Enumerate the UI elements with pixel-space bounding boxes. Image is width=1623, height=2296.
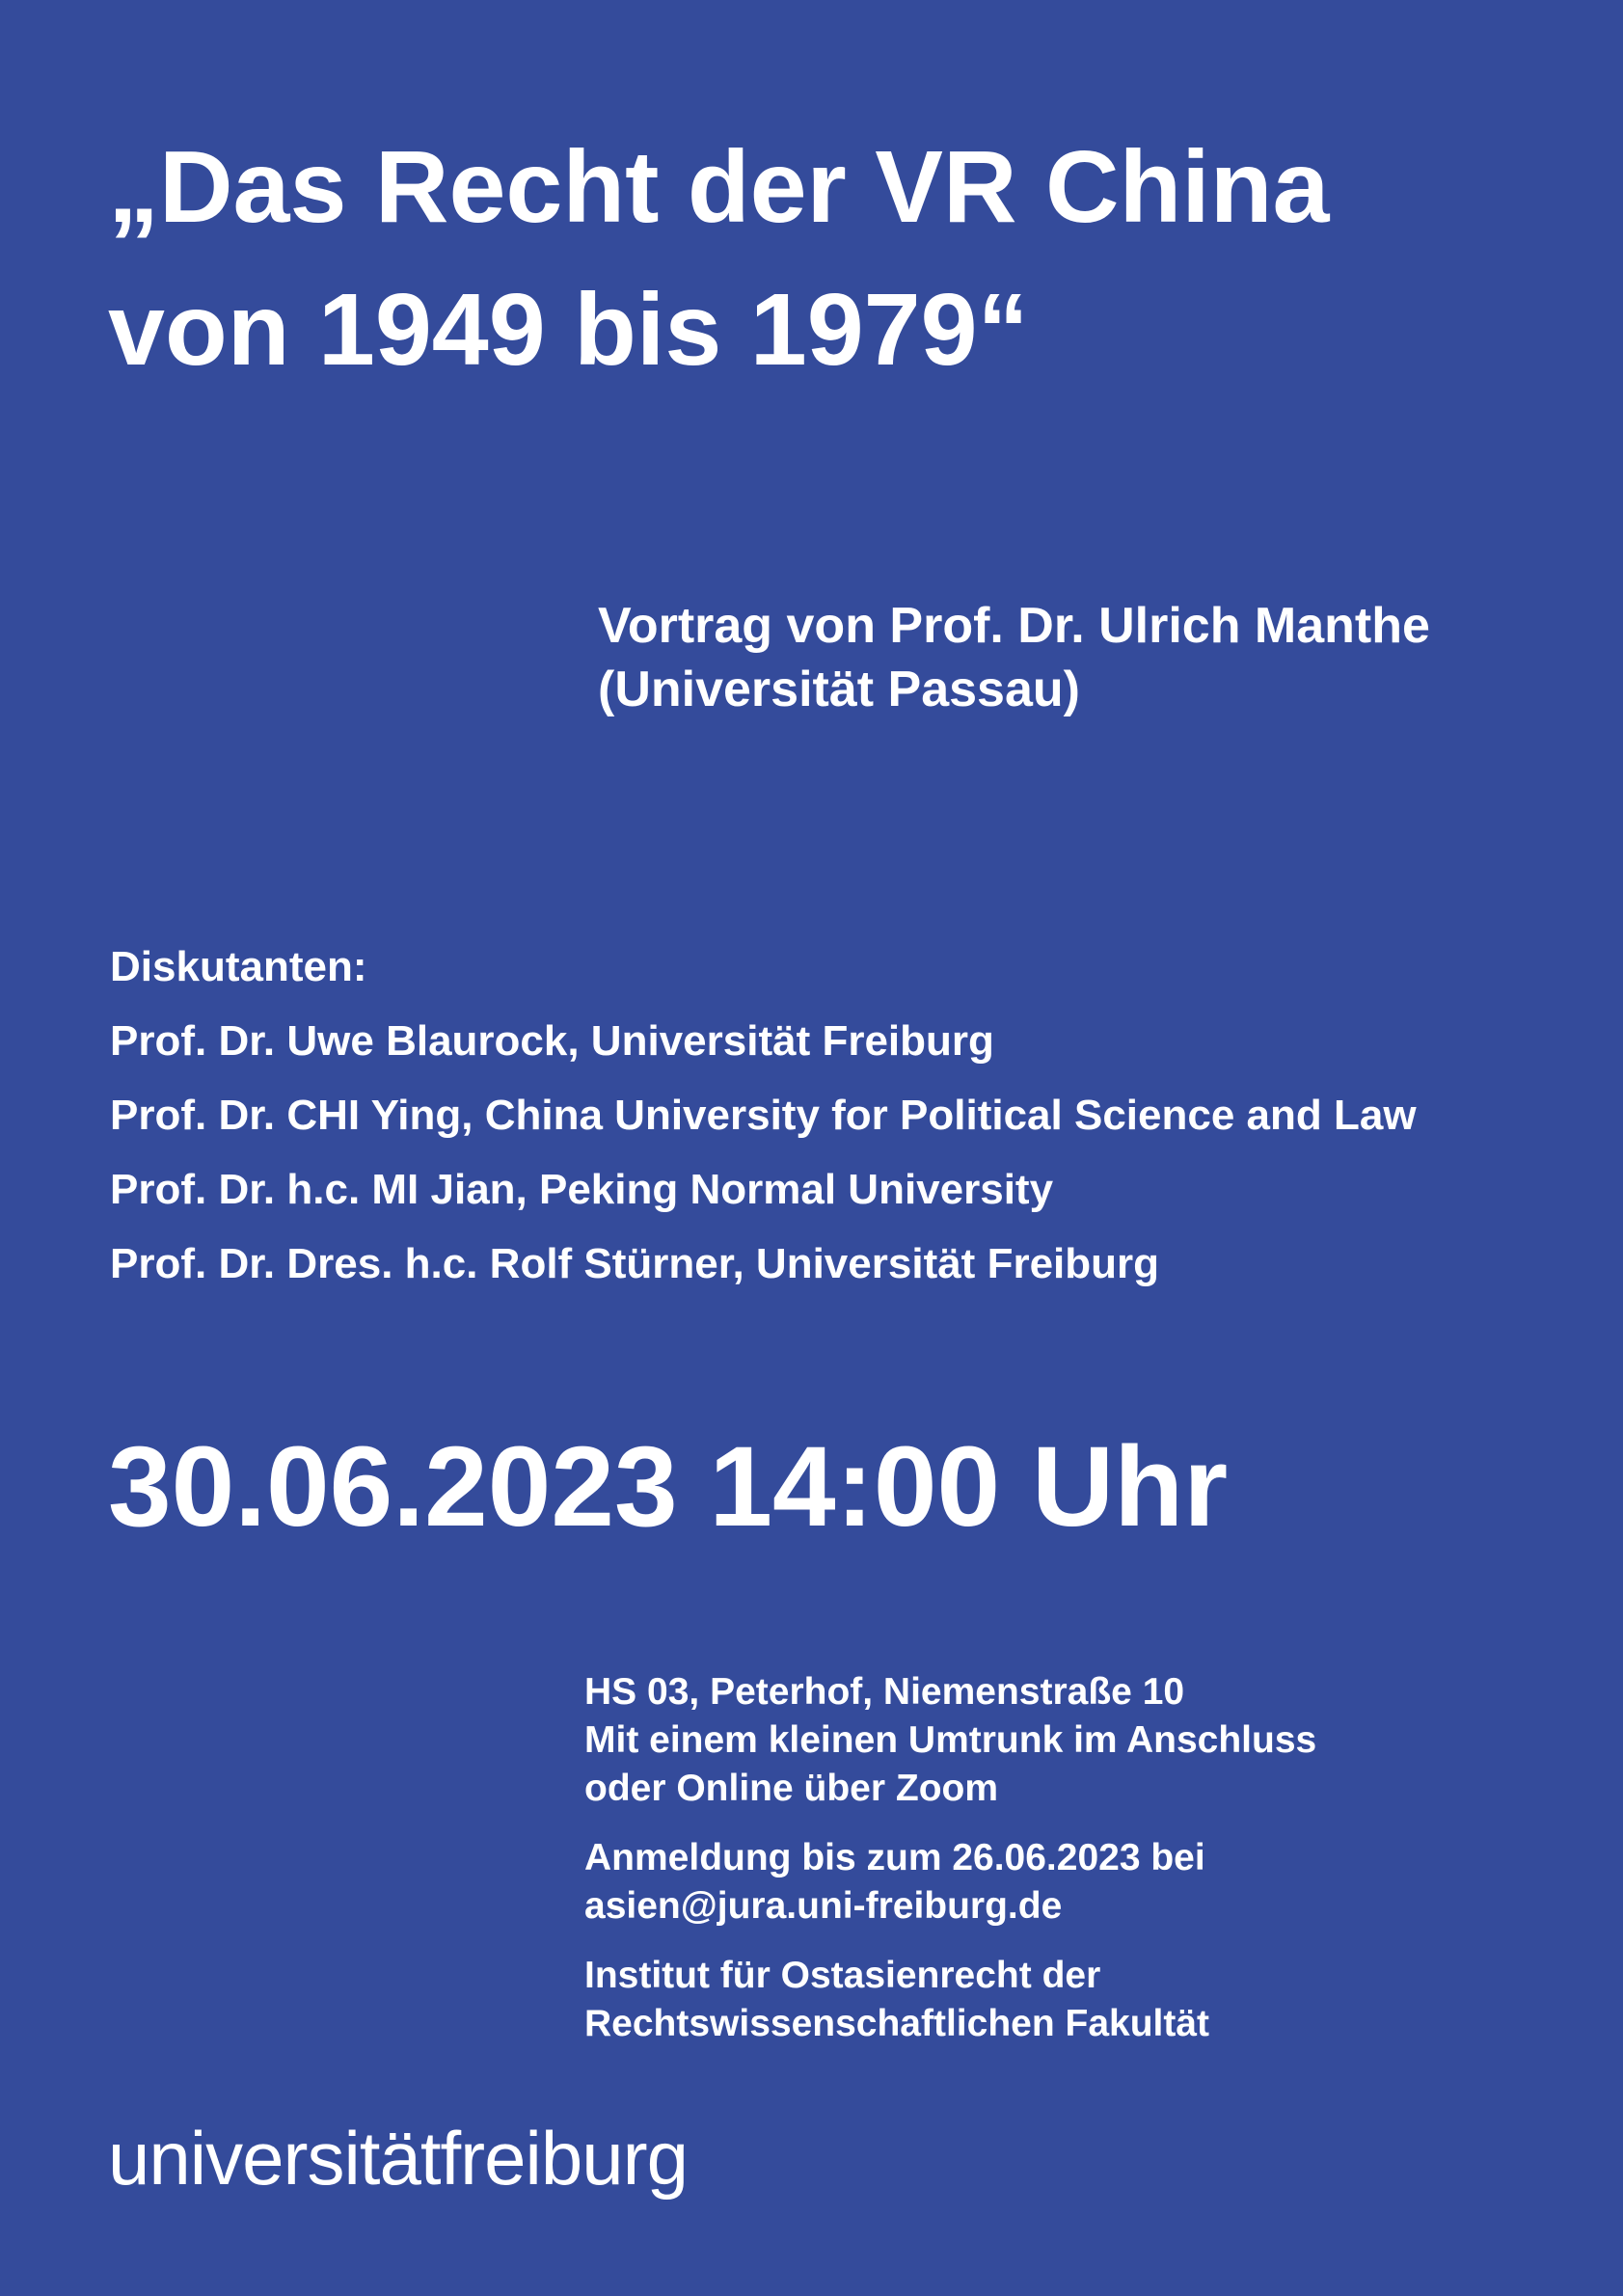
- event-details: [584, 1668, 1316, 2069]
- location-line: HS 03, Peterhof, Niemenstraße 10: [584, 1671, 1185, 1713]
- discussant-item: Prof. Dr. Dres. h.c. Rolf Stürner, Universität Freiburg: [110, 1240, 1160, 1287]
- logo-word-universitaet: universität: [108, 2116, 441, 2201]
- institute-block: [584, 1952, 1316, 2048]
- registration-email: asien@jura.uni-freiburg.de: [584, 1885, 1063, 1927]
- speaker-line-2: (Universität Passau): [598, 662, 1080, 717]
- speaker-line-1: Vortrag von Prof. Dr. Ulrich Manthe: [598, 598, 1430, 654]
- discussant-item: Prof. Dr. h.c. MI Jian, Peking Normal University: [110, 1166, 1054, 1213]
- location-block: [584, 1668, 1316, 1813]
- event-title-line-1: „Das Recht der VR China: [108, 130, 1330, 244]
- event-title: [108, 116, 1574, 401]
- university-logo: [108, 2112, 688, 2204]
- event-title-line-2: von 1949 bis 1979“: [108, 273, 1029, 387]
- discussants-heading: Diskutanten:: [110, 943, 367, 990]
- event-datetime: 30.06.2023 14:00 Uhr: [108, 1423, 1229, 1551]
- institute-line: Institut für Ostasienrecht der: [584, 1955, 1101, 1996]
- institute-line: Rechtswissenschaftlichen Fakultät: [584, 2003, 1210, 2044]
- registration-block: [584, 1834, 1316, 1931]
- discussant-item: Prof. Dr. Uwe Blaurock, Universität Freiburg: [110, 1017, 994, 1065]
- location-line: oder Online über Zoom: [584, 1768, 999, 1809]
- speaker-info: [598, 594, 1430, 721]
- discussants-list: [110, 930, 1417, 1301]
- registration-line: Anmeldung bis zum 26.06.2023 bei: [584, 1837, 1205, 1878]
- discussant-item: Prof. Dr. CHI Ying, China University for Political Science and Law: [110, 1092, 1417, 1139]
- location-line: Mit einem kleinen Umtrunk im Anschluss: [584, 1719, 1317, 1761]
- logo-word-freiburg: freiburg: [440, 2116, 688, 2201]
